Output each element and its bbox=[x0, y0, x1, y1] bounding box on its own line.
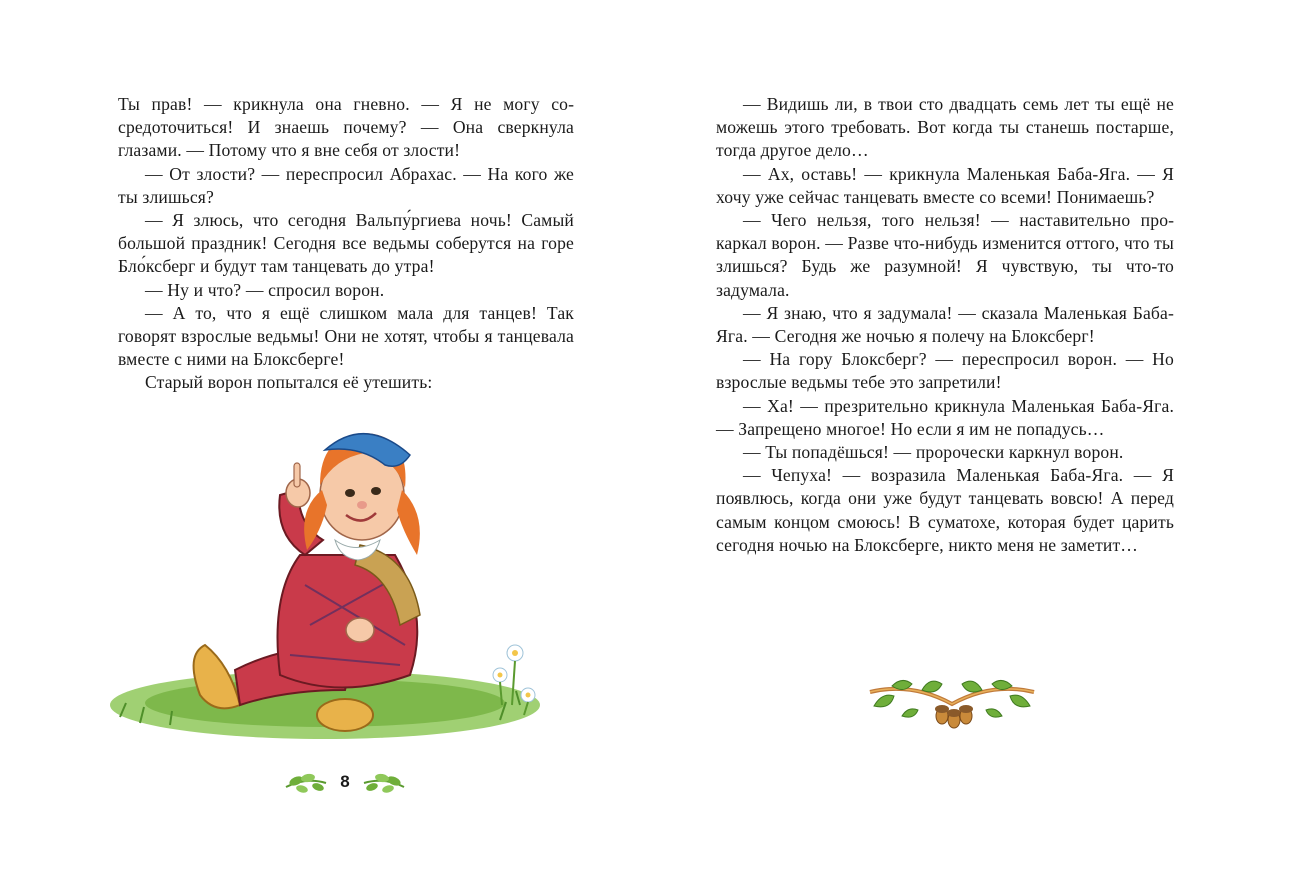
paragraph: — Ты попадёшься! — пророчески каркнул ворон. bbox=[743, 442, 1124, 463]
paragraph: — Ах, оставь! — крикнула Маленькая Баба-Яга. — Я хочу уже сейчас танцевать вместе со всеми! Понимаешь? bbox=[716, 163, 1174, 207]
page-number-footer bbox=[270, 765, 420, 799]
leaf-sprig-icon bbox=[282, 769, 330, 795]
right-page bbox=[644, 0, 1289, 869]
right-page-text bbox=[716, 93, 1174, 557]
paragraph: Ты прав! — крикнула она гневно. — Я не могу сосредоточиться! И знаешь почему? — Она сверкнула глазами. — Потому что я вне себя от злости! bbox=[118, 94, 574, 161]
left-page bbox=[0, 0, 644, 869]
paragraph: — А то, что я ещё слишком мала для танцев! Так говорят взрослые ведьмы! Они не хотят, чтобы я танцевала вместе с ними на Блоксберге! bbox=[118, 302, 574, 370]
paragraph: — Ха! — презрительно крикнула Маленькая Баба-Яга. — Запрещено многое! Но если я им не попадусь… bbox=[716, 395, 1174, 439]
paragraph: — Я знаю, что я задумала! — сказала Маленькая Баба-Яга. — Сегодня же ночью я полечу на Блоксберг! bbox=[716, 302, 1174, 347]
paragraph: — На гору Блоксберг? — переспросил ворон. — Но взрослые ведьмы тебе это запретили! bbox=[716, 349, 1174, 393]
little-witch-illustration bbox=[100, 405, 560, 755]
page-number: 8 bbox=[340, 772, 350, 791]
leaf-sprig-icon bbox=[360, 769, 408, 795]
left-page-text bbox=[118, 93, 574, 395]
paragraph: — Чепуха! — возразила Маленькая Баба-Яга. — Я появлюсь, когда они уже будут танцевать вовсю! А перед самым концом смоюсь! В суматохе, которая будет царить сегодня ночью на Блоксберге, никто меня не заметит… bbox=[716, 465, 1174, 555]
paragraph: — Чего нельзя, того нельзя! — наставительно прокаркал ворон. — Разве что-нибудь изменится оттого, что ты злишься? Будь же разумной! Я чувствую, ты что-то задумала. bbox=[716, 210, 1174, 300]
paragraph: Старый ворон попытался её утешить: bbox=[145, 372, 433, 393]
paragraph: — Я злюсь, что сегодня Вальпу́ргиева ночь! Самый большой праздник! Сегодня все ведьмы соберутся на горе Бло́ксберг и будут там танцевать до утра! bbox=[118, 210, 574, 277]
acorn-ornament-icon bbox=[862, 672, 1042, 732]
paragraph: — От злости? — переспросил Абрахас. — На кого же ты злишься? bbox=[118, 163, 574, 207]
paragraph: — Ну и что? — спросил ворон. bbox=[145, 279, 385, 300]
paragraph: — Видишь ли, в твои сто двадцать семь лет ты ещё не можешь этого требовать. Вот когда ты станешь постарше, тогда другое дело… bbox=[716, 94, 1174, 161]
